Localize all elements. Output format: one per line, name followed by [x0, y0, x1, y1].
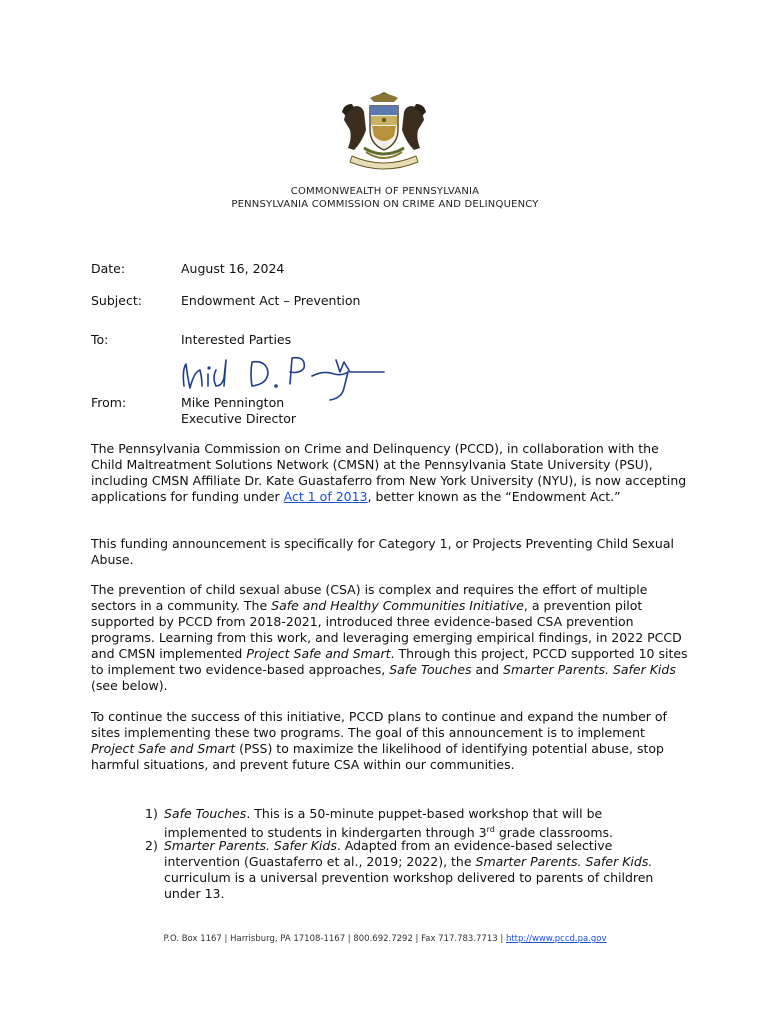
program-safe-touches: Safe Touches: [389, 662, 472, 677]
list-item-desc-a: . Adapted from an evidence-based selective intervention (Guastaferro et al., 2019; 2022), the: [164, 838, 613, 869]
list-item-desc-a: . This is a 50-minute puppet-based workshop that will be implemented to students in kindergarten through 3: [164, 806, 603, 841]
paragraph-continue: [91, 709, 691, 773]
act-1-of-2013-link[interactable]: Act 1 of 2013: [283, 489, 368, 504]
from-label: From:: [91, 395, 127, 410]
paragraph-category: This funding announcement is specifically for Category 1, or Projects Preventing Child Sexual Abuse.: [91, 536, 674, 567]
commonwealth-header: COMMONWEALTH OF PENNSYLVANIA: [290, 186, 480, 197]
footer-address: P.O. Box 1167 | Harrisburg, PA 17108-1167 | 800.692.7292 | Fax 717.783.7713 |: [163, 934, 506, 944]
date-label: Date:: [91, 261, 126, 276]
list-item-superscript: rd: [486, 825, 495, 834]
program-smarter-parents: Smarter Parents. Safer Kids: [503, 662, 676, 677]
list-item-number: 1): [145, 806, 158, 821]
initiative-name: Safe and Healthy Communities Initiative: [271, 598, 524, 613]
list-item-title-2: Smarter Parents. Safer Kids.: [475, 854, 653, 869]
prevention-text-c: . Through this project, PCCD supported 10 sites to implement two evidence-based approaches,: [91, 646, 688, 677]
continue-text-b: (PSS) to maximize the likelihood of identifying potential abuse, stop harmful situations, and prevent future CSA within our communities.: [91, 741, 664, 772]
date-value: August 16, 2024: [181, 261, 285, 276]
list-item-desc-b: grade classrooms.: [494, 825, 614, 841]
pennsylvania-coat-of-arms-seal-icon: [336, 90, 432, 172]
footer: [0, 934, 770, 944]
paragraph-prevention: [91, 582, 691, 694]
from-title: Executive Director: [181, 411, 297, 426]
paragraph-intro: [91, 441, 691, 505]
prevention-text-d: and: [471, 662, 504, 677]
project-name: Project Safe and Smart: [246, 646, 391, 661]
prevention-text-b: , a prevention pilot supported by PCCD from 2018-2021, introduced three evidence-based CSA prevention programs. Learning from this work, and leveraging emerging empirical findings, in 2022 PCCD and CMSN implemented: [91, 598, 682, 661]
list-item-title: Safe Touches: [164, 806, 247, 821]
list-item-text: [164, 806, 684, 841]
subject-value: Endowment Act – Prevention: [181, 293, 361, 308]
list-item-text: [164, 838, 684, 902]
to-value: Interested Parties: [181, 332, 292, 347]
continue-text-a: To continue the success of this initiative, PCCD plans to continue and expand the number of sites implementing these two programs. The goal of this announcement is to implement: [91, 709, 667, 740]
subject-label: Subject:: [91, 293, 142, 308]
pccd-website-link[interactable]: http://www.pccd.pa.gov: [505, 934, 607, 944]
list-item-title: Smarter Parents. Safer Kids: [164, 838, 337, 853]
list-item-desc-b: curriculum is a universal prevention workshop delivered to parents of children under 13.: [164, 870, 654, 901]
prevention-text-e: (see below).: [91, 678, 168, 693]
list-item-number: 2): [145, 838, 158, 853]
to-label: To:: [91, 332, 109, 347]
paragraph-intro-text-b: , better known as the “Endowment Act.”: [367, 489, 621, 504]
prevention-text-a: The prevention of child sexual abuse (CSA) is complex and requires the effort of multiple sectors in a community. The: [91, 582, 648, 613]
paragraph-intro-text-a: The Pennsylvania Commission on Crime and Delinquency (PCCD), in collaboration with the Child Maltreatment Solutions Network (CMSN) at the Pennsylvania State University (PSU), including CMSN Affiliate Dr. Kate Guastaferro from New York University (NYU), is now accepting applications for funding under: [91, 441, 687, 504]
project-name-2: Project Safe and Smart: [91, 741, 236, 756]
commission-header: PENNSYLVANIA COMMISSION ON CRIME AND DELINQUENCY: [231, 199, 539, 210]
from-name: Mike Pennington: [181, 395, 285, 410]
